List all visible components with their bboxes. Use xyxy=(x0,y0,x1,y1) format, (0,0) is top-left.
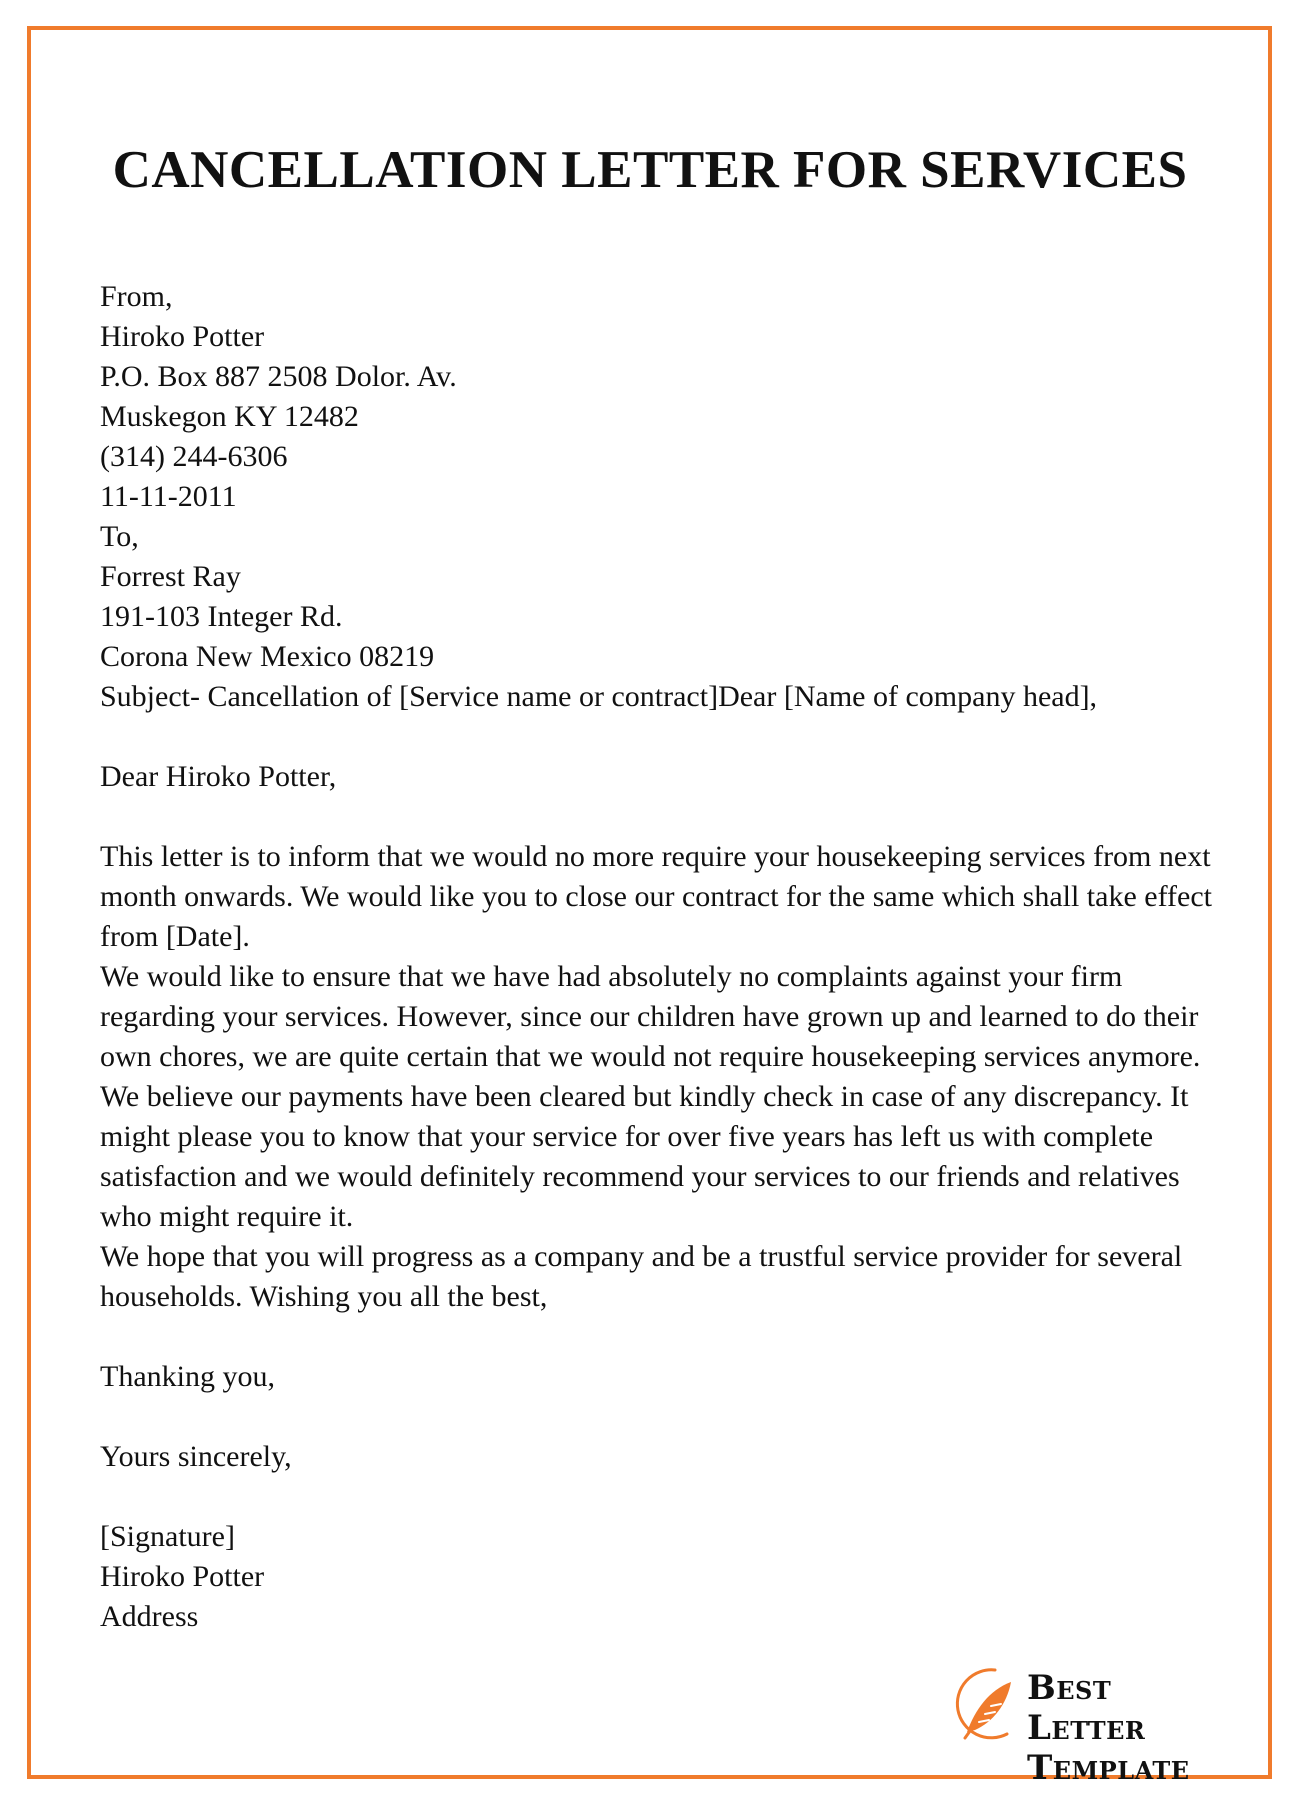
sender-name: Hiroko Potter xyxy=(100,320,265,353)
letter-title: CANCELLATION LETTER FOR SERVICES xyxy=(112,141,1188,199)
from-heading: From, xyxy=(100,280,173,313)
spacer xyxy=(100,1477,1220,1517)
salutation: Dear Hiroko Potter, xyxy=(100,760,337,793)
signer-address: Address xyxy=(100,1600,199,1633)
logo-wordmark xyxy=(1027,1668,1235,1788)
brand-logo xyxy=(945,1660,1235,1788)
sender-address-line2: Muskegon KY 12482 xyxy=(100,400,359,433)
body-paragraph-2: We would like to ensure that we have had absolutely no complaints against your firm regarding your services. However, since our children have grown up and learned to do their own chores, we are quite certain that we would not require housekeeping services anymore. We believe our payments have been cleared but kindly check in case of any discrepancy. It might please you to know that your service for over five years has left us with complete satisfaction and we would definitely recommend your services to our friends and relatives who might require it. xyxy=(100,960,1201,1233)
sender-address-line1: P.O. Box 887 2508 Dolor. Av. xyxy=(100,360,457,393)
closing-signoff: Yours sincerely, xyxy=(100,1440,292,1473)
recipient-address-line1: 191-103 Integer Rd. xyxy=(100,600,343,633)
signature-placeholder: [Signature] xyxy=(100,1520,235,1553)
letter-body xyxy=(100,277,1220,1637)
spacer xyxy=(100,1317,1220,1357)
body-paragraph-1: This letter is to inform that we would no more require your housekeeping services from next month onwards. We would like you to close our contract for the same which shall take effect from [Date]. xyxy=(100,840,1212,953)
recipient-name: Forrest Ray xyxy=(100,560,241,593)
spacer xyxy=(100,1397,1220,1437)
spacer xyxy=(100,717,1220,757)
letter-date: 11-11-2011 xyxy=(100,480,237,513)
signer-name: Hiroko Potter xyxy=(100,1560,265,1593)
body-paragraph-3: We hope that you will progress as a company and be a trustful service provider for several households. Wishing you all the best, xyxy=(100,1240,1183,1313)
spacer xyxy=(100,797,1220,837)
recipient-address-line2: Corona New Mexico 08219 xyxy=(100,640,435,673)
closing-thanks: Thanking you, xyxy=(100,1360,275,1393)
logo-line-2: Template xyxy=(1027,1748,1190,1788)
logo-line-1: Best Letter xyxy=(1027,1668,1146,1748)
sender-phone: (314) 244-6306 xyxy=(100,440,288,473)
subject-line: Subject- Cancellation of [Service name or contract]Dear [Name of company head], xyxy=(100,680,1098,713)
feather-circle-icon xyxy=(945,1660,1025,1750)
to-heading: To, xyxy=(100,520,139,553)
